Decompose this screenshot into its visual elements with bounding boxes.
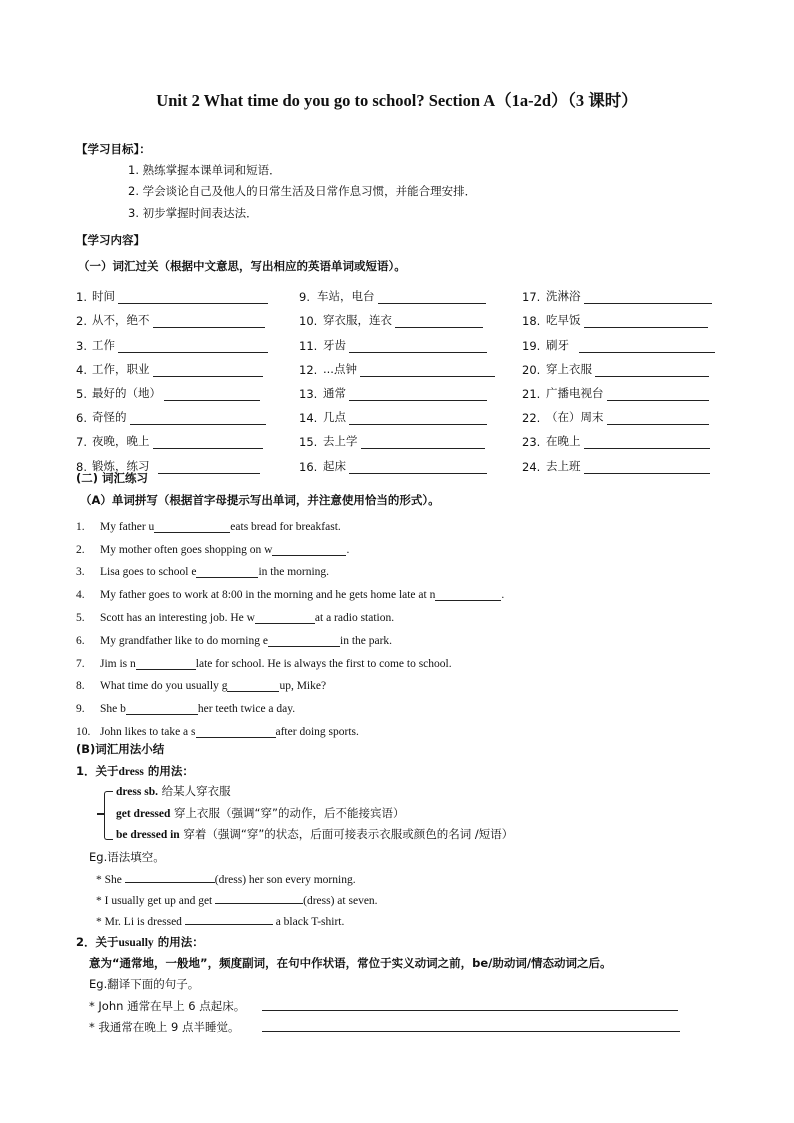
answer-blank[interactable] (272, 543, 346, 556)
vocab-item: 12. ...点钟 (299, 353, 495, 377)
page-title: Unit 2 What time do you go to school? Section A（1a-2d）（3 课时） (156, 91, 638, 110)
answer-blank[interactable] (435, 588, 501, 601)
answer-line[interactable] (153, 313, 265, 328)
answer-blank[interactable] (196, 565, 258, 578)
vocab-column-2 (299, 280, 495, 474)
objective-item: 3. 初步掌握时间表达法． (128, 206, 258, 220)
translate-item: * 我通常在晚上 9 点半睡觉。 (89, 1020, 240, 1034)
answer-blank[interactable] (255, 611, 315, 624)
vocab-item: 13. 通常 (299, 377, 495, 401)
vocab-item: 20. 穿上衣服 (522, 353, 715, 377)
dress-usage-item: dress sb. 给某人穿衣服 (116, 784, 231, 798)
answer-line[interactable] (361, 434, 485, 449)
answer-line[interactable] (607, 386, 709, 401)
translate-answer-line[interactable] (262, 1010, 678, 1011)
translate-answer-line[interactable] (262, 1031, 680, 1032)
vocab-item: 23. 在晚上 (522, 425, 715, 449)
exercise-item: 10. John likes to take a s after doing sports. (76, 725, 359, 738)
brace-icon (104, 791, 113, 840)
exercise-item: 2. My mother often goes shopping on w . (76, 543, 350, 556)
exercise-item: 3. Lisa goes to school e in the morning. (76, 566, 330, 579)
exercise-item: 5. Scott has an interesting job. He w at a radio station. (76, 611, 395, 624)
grammar-fill-item: * She (dress) her son every morning. (96, 870, 356, 886)
translate-item: * John 通常在早上 6 点起床。 (89, 999, 246, 1013)
answer-line[interactable] (118, 289, 268, 304)
vocab-item: 11. 牙齿 (299, 328, 495, 352)
answer-line[interactable] (584, 313, 708, 328)
vocab-column-1 (76, 280, 268, 474)
answer-line[interactable] (158, 459, 260, 474)
brace-tip (97, 813, 104, 815)
answer-line[interactable] (164, 386, 260, 401)
objective-item: 2. 学会谈论自己及他人的日常生活及日常作息习惯，并能合理安排． (128, 184, 477, 198)
vocab-item: 21. 广播电视台 (522, 377, 715, 401)
grammar-fill-item: * I usually get up and get (dress) at seven. (96, 891, 378, 907)
vocab-item: 1. 时间 (76, 280, 268, 304)
vocab-item: 8. 锻炼，练习 (76, 449, 268, 473)
answer-blank[interactable] (268, 634, 340, 647)
vocab-item: 24. 去上班 (522, 449, 715, 473)
vocab-column-3 (522, 280, 715, 474)
vocab-item: 9. 车站，电台 (299, 280, 495, 304)
exercise-item: 6. My grandfather like to do morning e in the park. (76, 634, 393, 647)
vocab-item: 10. 穿衣服，连衣 (299, 304, 495, 328)
exercise-item: 1. My father u eats bread for breakfast. (76, 520, 341, 533)
answer-blank[interactable] (227, 679, 279, 692)
vocab-item: 18. 吃早饭 (522, 304, 715, 328)
answer-line[interactable] (130, 410, 266, 425)
answer-line[interactable] (584, 459, 710, 474)
exercise-item: 8. What time do you usually g up, Mike? (76, 680, 327, 693)
answer-blank[interactable] (154, 520, 230, 533)
vocab-item: 17. 洗淋浴 (522, 280, 715, 304)
dress-usage-item: get dressed 穿上衣服（强调“穿”的动作，后不能接宾语） (116, 806, 405, 820)
content-heading: 【学习内容】 (76, 233, 145, 247)
vocab-item: 15. 去上学 (299, 425, 495, 449)
exercise-item: 4. My father goes to work at 8:00 in the morning and he gets home late at n . (76, 589, 505, 602)
answer-blank[interactable] (136, 657, 196, 670)
answer-blank[interactable] (196, 725, 276, 738)
exercise-item: 9. She b her teeth twice a day. (76, 703, 296, 716)
dress-eg-label: Eg.语法填空。 (89, 850, 165, 864)
answer-line[interactable] (349, 459, 487, 474)
objective-item: 1. 熟练掌握本课单词和短语． (128, 163, 281, 177)
vocab-item: 4. 工作，职业 (76, 353, 268, 377)
answer-line[interactable] (349, 338, 487, 353)
answer-line[interactable] (153, 362, 263, 377)
usually-eg-label: Eg.翻译下面的句子。 (89, 977, 200, 991)
vocab-item: 6. 奇怪的 (76, 401, 268, 425)
answer-line[interactable] (360, 362, 495, 377)
exercise-item: 7. Jim is n late for school. He is always the first to come to school. (76, 657, 452, 670)
answer-blank[interactable] (185, 912, 273, 925)
answer-line[interactable] (607, 410, 709, 425)
usually-meaning: 意为“通常地，一般地”，频度副词，在句中作状语，常位于实义动词之前，be/助动词/情态动词之后。 (89, 956, 612, 970)
usually-heading: 2．关于usually 的用法： (76, 935, 204, 949)
vocab-item: 19. 刷牙 (522, 328, 715, 352)
part2-heading: (二) 词汇练习 (76, 471, 149, 485)
answer-line[interactable] (584, 289, 712, 304)
answer-blank[interactable] (125, 870, 215, 883)
partB-heading: (B)词汇用法小结 (76, 742, 165, 756)
vocab-item: 5. 最好的（地） (76, 377, 268, 401)
answer-line[interactable] (349, 410, 487, 425)
dress-heading: 1．关于dress 的用法： (76, 764, 194, 778)
objectives-heading: 【学习目标】： (76, 142, 151, 156)
answer-blank[interactable] (215, 891, 303, 904)
vocab-item: 7. 夜晚，晚上 (76, 425, 268, 449)
vocab-item: 22. （在）周末 (522, 401, 715, 425)
vocab-item: 14. 几点 (299, 401, 495, 425)
answer-line[interactable] (118, 338, 268, 353)
answer-line[interactable] (584, 434, 710, 449)
part1-heading: （一）词汇过关（根据中文意思，写出相应的英语单词或短语）。 (78, 259, 406, 273)
dress-usage-item: be dressed in 穿着（强调“穿”的状态，后面可接表示衣服或颜色的名词 /短语） (116, 827, 514, 841)
answer-line[interactable] (395, 313, 483, 328)
vocab-item: 16. 起床 (299, 449, 495, 473)
partA-heading: （A）单词拼写（根据首字母提示写出单词，并注意使用恰当的形式）。 (80, 493, 440, 507)
vocab-item: 3. 工作 (76, 328, 268, 352)
spelling-exercises (76, 510, 504, 738)
answer-line[interactable] (378, 289, 486, 304)
answer-blank[interactable] (126, 702, 198, 715)
answer-line[interactable] (579, 338, 715, 353)
answer-line[interactable] (153, 434, 263, 449)
vocab-item: 2. 从不，绝不 (76, 304, 268, 328)
answer-line[interactable] (595, 362, 709, 377)
answer-line[interactable] (349, 386, 487, 401)
grammar-fill-item: * Mr. Li is dressed a black T-shirt. (96, 912, 344, 928)
